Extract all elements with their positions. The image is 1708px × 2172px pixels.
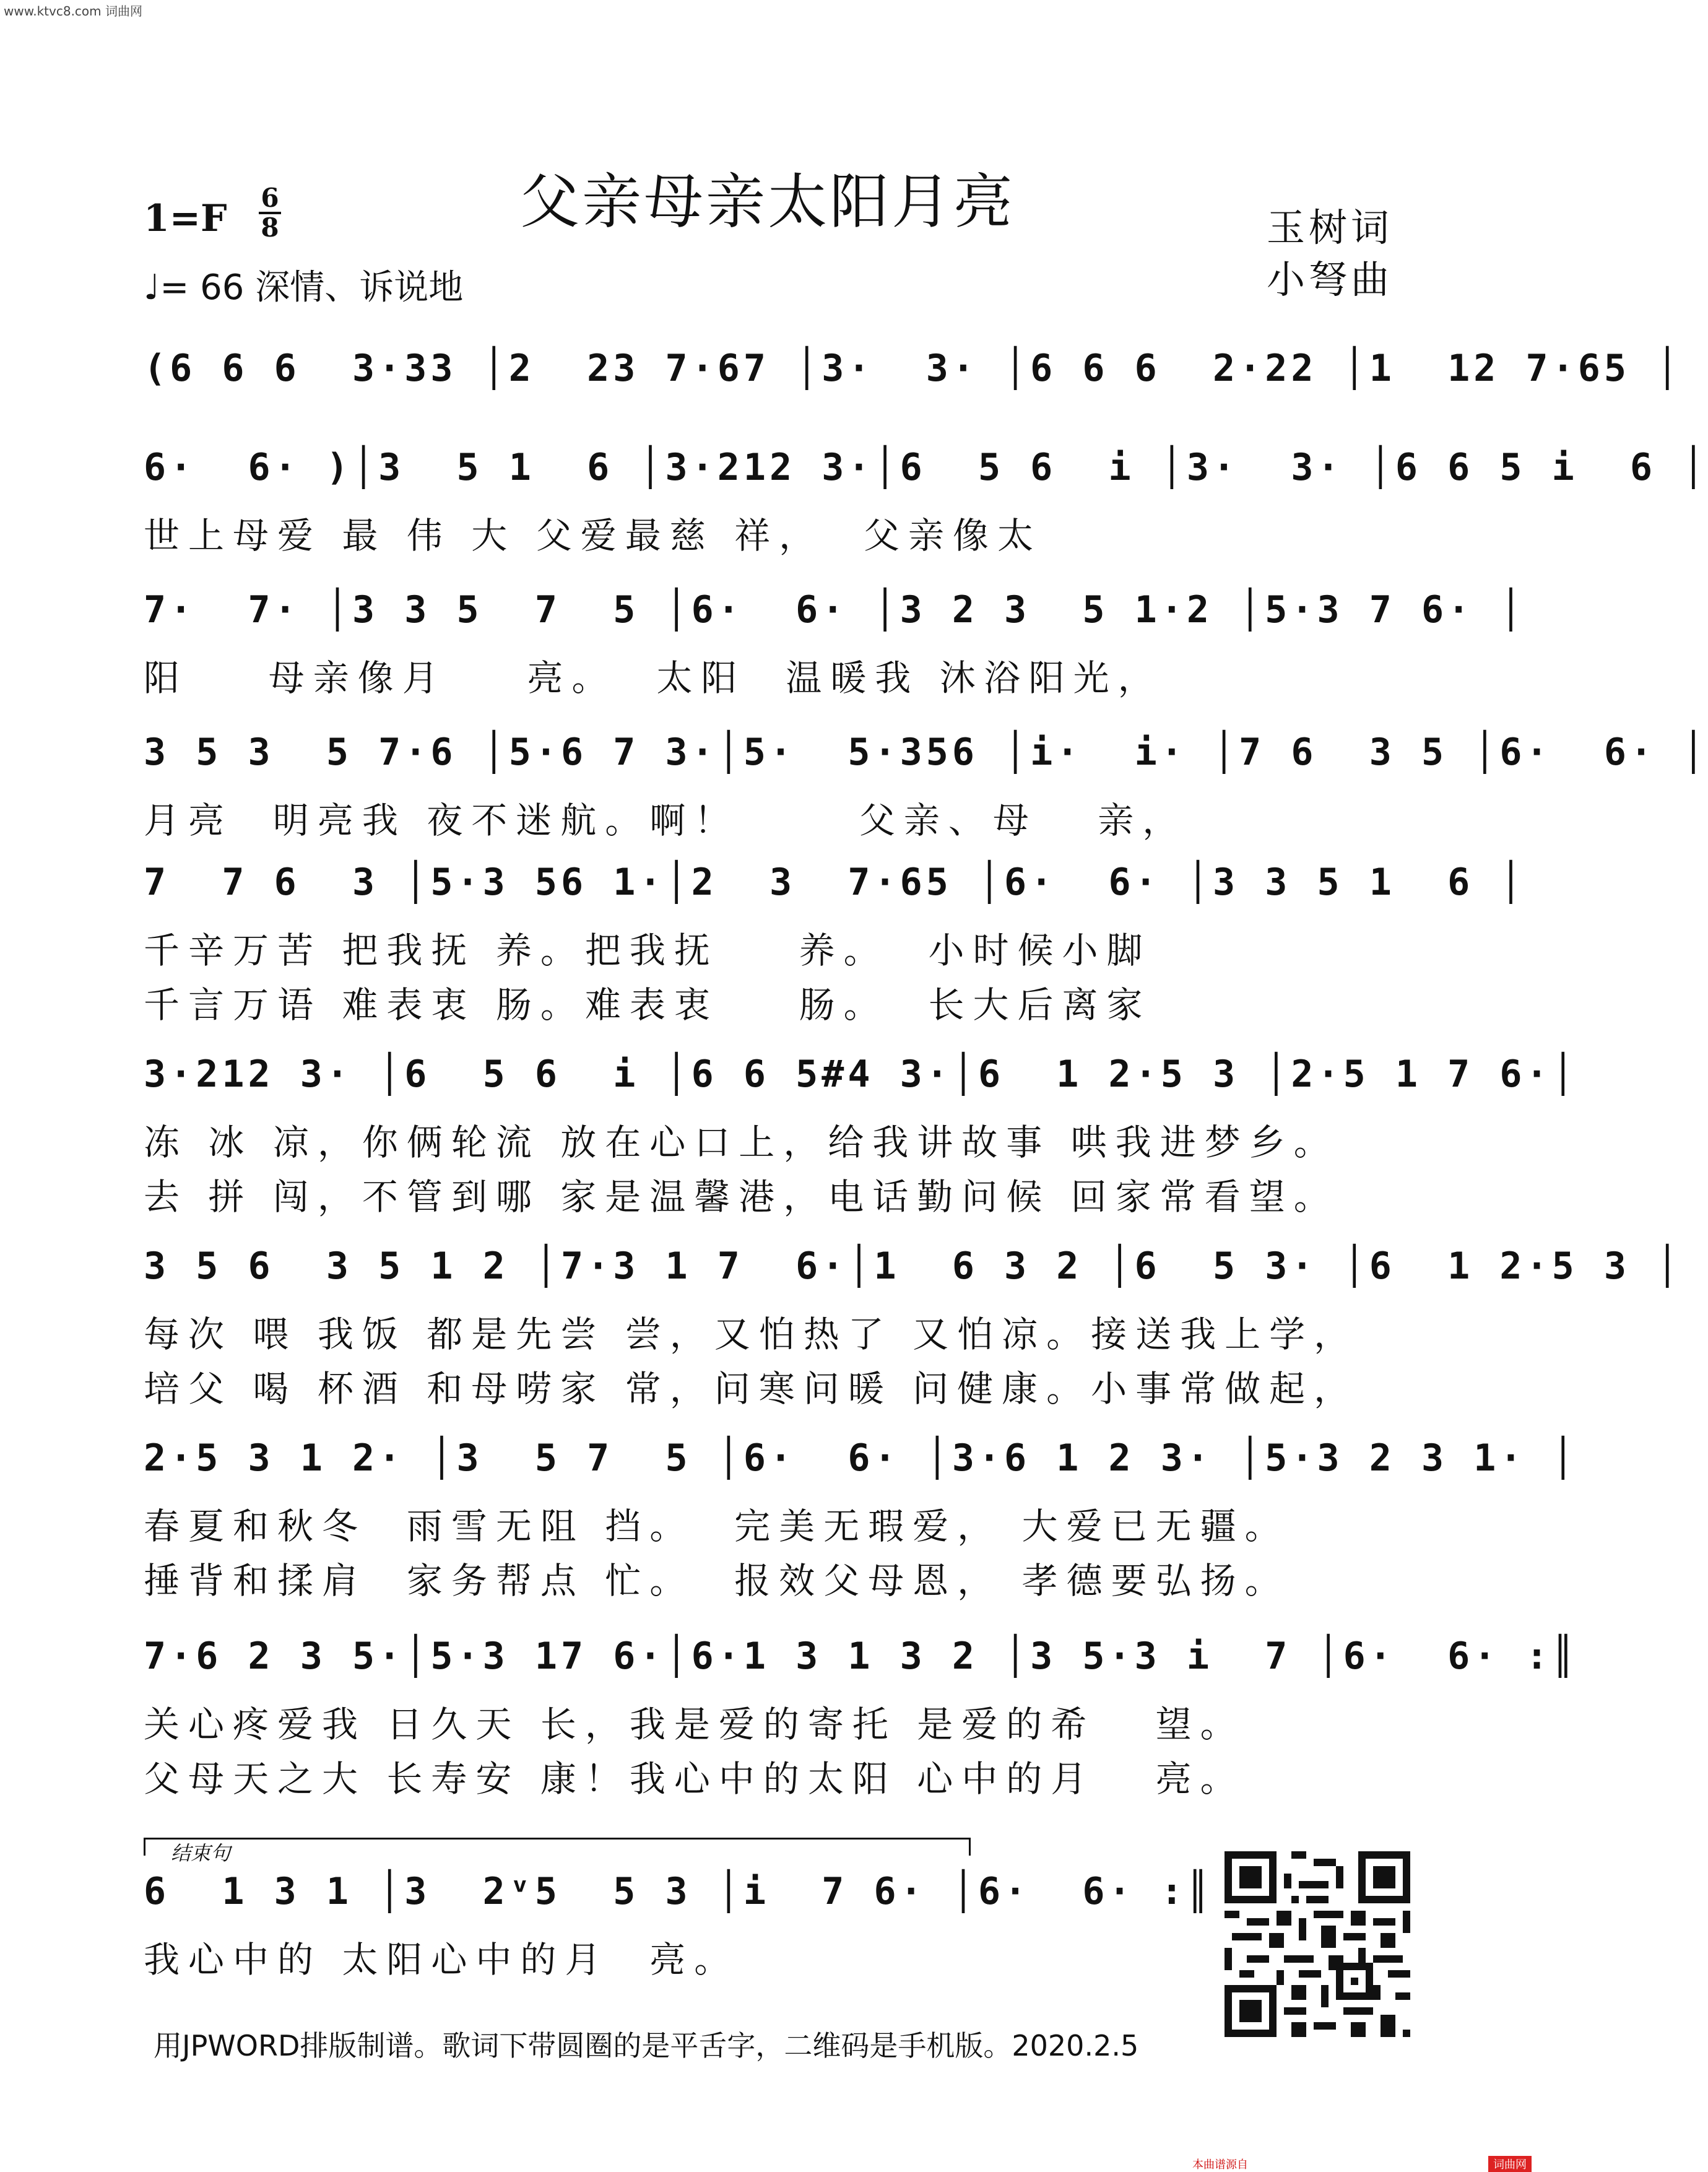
ending-bracket <box>144 1838 971 1856</box>
notation-line: 2·5 3 1 2· │3 5 7 5 │6· 6· │3·6 1 2 3· │5·3 2 3 1· │ <box>144 1436 1578 1480</box>
lyric-line: 月亮 明亮我 夜不迷航。啊！ 父亲、母 亲， <box>144 799 1187 841</box>
footer-note: 用JPWORD排版制谱。歌词下带圆圈的是平舌字，二维码是手机版。2020.2.5 <box>154 2029 1139 2062</box>
notation-line: (6 6 6 3·33 │2 23 7·67 │3· 3· │6 6 6 2·22 │1 12 7·65 │ <box>144 347 1683 390</box>
ending-label: 结束句 <box>171 1841 231 1865</box>
lyric-line: 春夏和秋冬 雨雪无阻 挡。 完美无瑕爱， 大爱已无疆。 <box>144 1505 1290 1547</box>
lyric-line: 阳 母亲像月 亮。 太阳 温暖我 沐浴阳光， <box>144 657 1163 699</box>
lyric-line: 千言万语 难表衷 肠。难表衷 肠。 长大后离家 <box>144 984 1151 1026</box>
lyric-line: 去 拼 闯，不管到哪 家是温馨港，电话勤问候 回家常看望。 <box>144 1176 1338 1218</box>
site-badge: 词曲网 <box>1488 2156 1532 2172</box>
notation-line: 7·6 2 3 5·│5·3 17 6·│6·1 3 1 3 2 │3 5·3 i 7 │6· 6· :║ <box>144 1635 1578 1678</box>
notation-line: 6 1 3 1 │3 2ᵛ5 5 3 │i 7 6· │6· 6· :║ <box>144 1870 1213 1913</box>
notation-line: 3 5 3 5 7·6 │5·6 7 3·│5· 5·356 │i· i· │7 6 3 5 │6· 6· │ <box>144 731 1708 774</box>
composer-credit: 小弩曲 <box>1266 257 1393 302</box>
site-watermark: www.ktvc8.com 词曲网 <box>4 4 143 19</box>
notation-line: 7· 7· │3 3 5 7 5 │6· 6· │3 2 3 5 1·2 │5·3 7 6· │ <box>144 588 1526 632</box>
lyric-line: 千辛万苦 把我抚 养。把我抚 养。 小时候小脚 <box>144 929 1151 971</box>
lyric-line: 我心中的 太阳心中的月 亮。 <box>144 1939 739 1981</box>
lyric-line: 每次 喂 我饭 都是先尝 尝，又怕热了 又怕凉。接送我上学， <box>144 1313 1359 1355</box>
notation-line: 3 5 6 3 5 1 2 │7·3 1 7 6·│1 6 3 2 │6 5 3· │6 1 2·5 3 │ <box>144 1245 1683 1288</box>
time-signature <box>259 183 281 243</box>
notation-line: 6· 6· )│3 5 1 6 │3·212 3·│6 5 6 i │3· 3· │6 6 5 i 6 │ <box>144 446 1708 489</box>
lyric-line: 捶背和揉肩 家务帮点 忙。 报效父母恩， 孝德要弘扬。 <box>144 1560 1290 1602</box>
lyricist-credit: 玉树词 <box>1266 205 1393 250</box>
lyric-line: 世上母爱 最 伟 大 父爱最慈 祥， 父亲像太 <box>144 515 1043 557</box>
lyric-line: 培父 喝 杯酒 和母唠家 常，问寒问暖 问健康。小事常做起， <box>144 1368 1359 1410</box>
source-watermark: 本曲谱源自 <box>1192 2158 1248 2171</box>
lyric-line: 父母天之大 长寿安 康！我心中的太阳 心中的月 亮。 <box>144 1758 1245 1800</box>
time-signature-bottom: 8 <box>261 212 279 243</box>
song-title: 父亲母亲太阳月亮 <box>520 167 1015 237</box>
notation-line: 7 7 6 3 │5·3 56 1·│2 3 7·65 │6· 6· │3 3 5 1 6 │ <box>144 861 1526 904</box>
lyric-line: 冻 冰 凉，你俩轮流 放在心口上，给我讲故事 哄我进梦乡。 <box>144 1121 1338 1163</box>
lyric-line: 关心疼爱我 日久天 长，我是爱的寄托 是爱的希 望。 <box>144 1703 1245 1745</box>
tempo-marking: ♩= 66 深情、诉说地 <box>144 267 464 308</box>
qr-code-icon <box>1225 1851 1410 2037</box>
time-signature-top: 6 <box>261 183 279 213</box>
key-signature: 1=F <box>144 197 227 240</box>
notation-line: 3·212 3· │6 5 6 i │6 6 5#4 3·│6 1 2·5 3 │2·5 1 7 6·│ <box>144 1053 1578 1096</box>
